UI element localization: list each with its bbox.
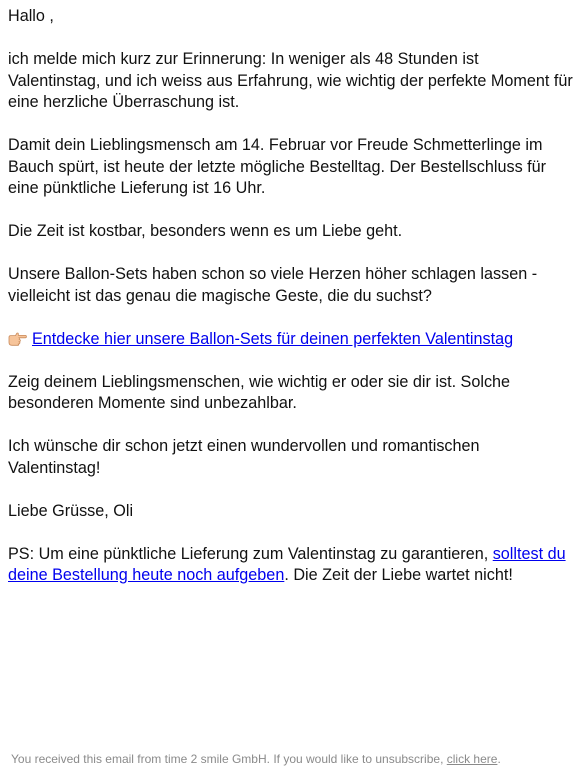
footer: [11, 751, 571, 767]
footer-text: You received this email from time 2 smile GmbH. If you would like to unsubscribe,: [11, 752, 447, 766]
paragraph-order-deadline: Damit dein Lieblingsmensch am 14. Februar vor Freude Schmetterlinge im Bauch spürt, ist heute der letzte mögliche Bestelltag. Der Bestellschluss für eine pünktliche Lieferung ist 16 Uhr.: [8, 136, 547, 197]
backhand-index-pointing-right-icon: [8, 332, 27, 346]
ps-paragraph: [8, 544, 574, 587]
paragraph-time-precious: Die Zeit ist kostbar, besonders wenn es um Liebe geht.: [8, 222, 403, 240]
email-body: [8, 6, 574, 608]
cta-line: [8, 329, 574, 351]
paragraph-special-moments: Zeig deinem Lieblingsmenschen, wie wichtig er oder sie dir ist. Solche besonderen Momente sind unbezahlbar.: [8, 372, 511, 412]
paragraph-balloon-sets: Unsere Ballon-Sets haben schon so viele Herzen höher schlagen lassen - vielleicht ist das genau die magische Geste, die du suchst?: [8, 265, 538, 305]
footer-text-after: .: [497, 752, 501, 766]
cta-balloon-sets-link[interactable]: Entdecke hier unsere Ballon-Sets für deinen perfekten Valentinstag: [32, 329, 514, 348]
ps-text-after: . Die Zeit der Liebe wartet nicht!: [284, 566, 513, 584]
ps-text-before: PS: Um eine pünktliche Lieferung zum Valentinstag zu garantieren,: [8, 544, 493, 563]
unsubscribe-link[interactable]: click here: [446, 752, 498, 766]
signoff: Liebe Grüsse, Oli: [8, 501, 134, 520]
paragraph-reminder: ich melde mich kurz zur Erinnerung: In weniger als 48 Stunden ist Valentinstag, und ich weiss aus Erfahrung, wie wichtig der perfekte Moment für eine herzliche Überraschung ist.: [8, 50, 573, 111]
ps-order-link[interactable]: solltest du deine Bestellung heute noch aufgeben: [8, 544, 566, 584]
paragraph-wishes: Ich wünsche dir schon jetzt einen wundervollen und romantischen Valentinstag!: [8, 437, 480, 477]
greeting: Hallo ,: [8, 7, 54, 25]
